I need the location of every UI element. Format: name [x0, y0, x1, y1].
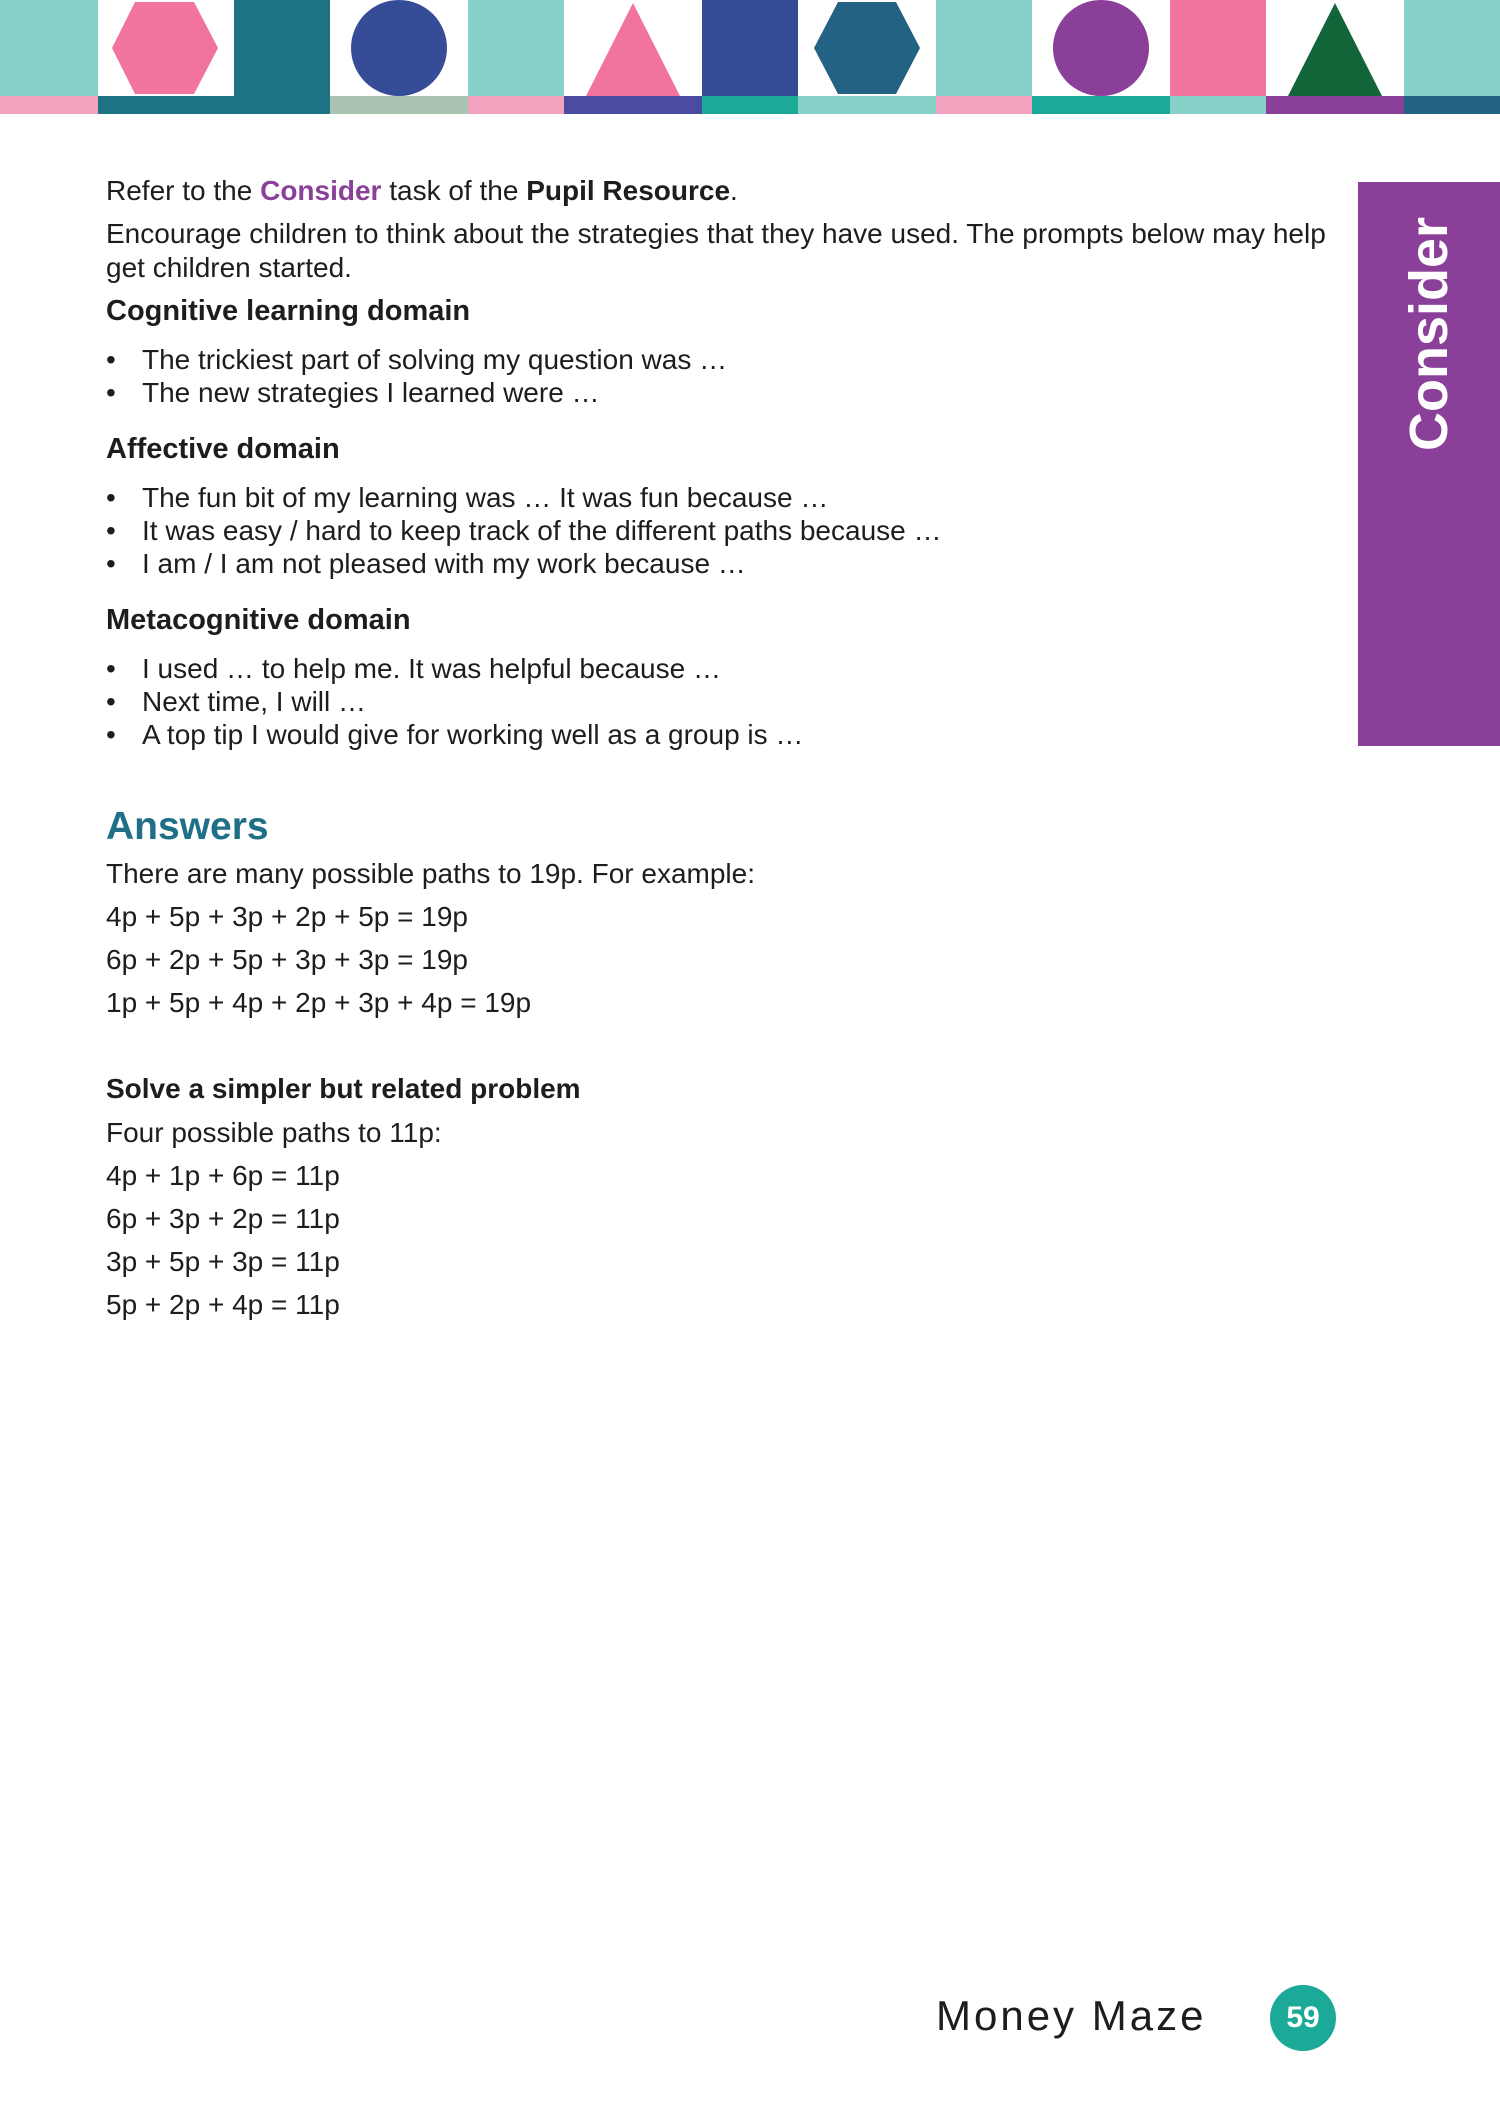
blue-circle-icon — [351, 0, 447, 96]
list-item: • The new strategies I learned were … — [106, 376, 1336, 409]
page-number-badge: 59 — [1270, 1985, 1336, 2051]
answer-line: 3p + 5p + 3p = 11p — [106, 1246, 340, 1277]
purple-circle-icon — [1053, 0, 1149, 96]
list-item: • I am / I am not pleased with my work because … — [106, 547, 1336, 580]
list-item: • I used … to help me. It was helpful because … — [106, 652, 1336, 685]
list-item: • The fun bit of my learning was … It was fun because … — [106, 481, 1336, 514]
answers-block — [106, 857, 1336, 1322]
answer-line: 5p + 2p + 4p = 11p — [106, 1289, 340, 1320]
consider-highlight: Consider — [260, 175, 382, 206]
footer-title: Money Maze — [936, 1992, 1207, 2039]
affective-list — [106, 481, 1336, 580]
answer-line: 4p + 1p + 6p = 11p — [106, 1160, 340, 1191]
encourage-paragraph: Encourage children to think about the strategies that they have used. The prompts below may help get children started. — [106, 218, 1326, 283]
metacognitive-heading: Metacognitive domain — [106, 604, 411, 636]
cognitive-list — [106, 343, 1336, 409]
side-tab-label: Consider — [1399, 216, 1459, 452]
answer-line: 6p + 3p + 2p = 11p — [106, 1203, 340, 1234]
list-item: • It was easy / hard to keep track of the different paths because … — [106, 514, 1336, 547]
affective-heading: Affective domain — [106, 433, 340, 465]
answer-line: 4p + 5p + 3p + 2p + 5p = 19p — [106, 901, 468, 932]
intro-line — [106, 174, 1336, 208]
answers-intro: There are many possible paths to 19p. For example: — [106, 858, 756, 889]
list-item: • Next time, I will … — [106, 685, 1336, 718]
cognitive-heading: Cognitive learning domain — [106, 295, 471, 327]
consider-side-tab — [1358, 182, 1500, 746]
pupil-resource-highlight: Pupil Resource — [526, 175, 731, 206]
answers-heading: Answers — [106, 805, 269, 848]
list-item: • The trickiest part of solving my question was … — [106, 343, 1336, 376]
list-item: • A top tip I would give for working well as a group is … — [106, 718, 1336, 751]
intro-post-text: . — [730, 175, 738, 206]
answer-line: 1p + 5p + 4p + 2p + 3p + 4p = 19p — [106, 987, 532, 1018]
decorative-shape-banner — [0, 0, 1500, 114]
simpler-problem-heading: Solve a simpler but related problem — [106, 1073, 581, 1104]
simpler-intro: Four possible paths to 11p: — [106, 1117, 442, 1148]
intro-pre-text: Refer to the — [106, 175, 261, 206]
page-content — [106, 174, 1336, 1331]
intro-mid-text: task of the — [381, 175, 527, 206]
answer-line: 6p + 2p + 5p + 3p + 3p = 19p — [106, 944, 468, 975]
metacognitive-list — [106, 652, 1336, 751]
